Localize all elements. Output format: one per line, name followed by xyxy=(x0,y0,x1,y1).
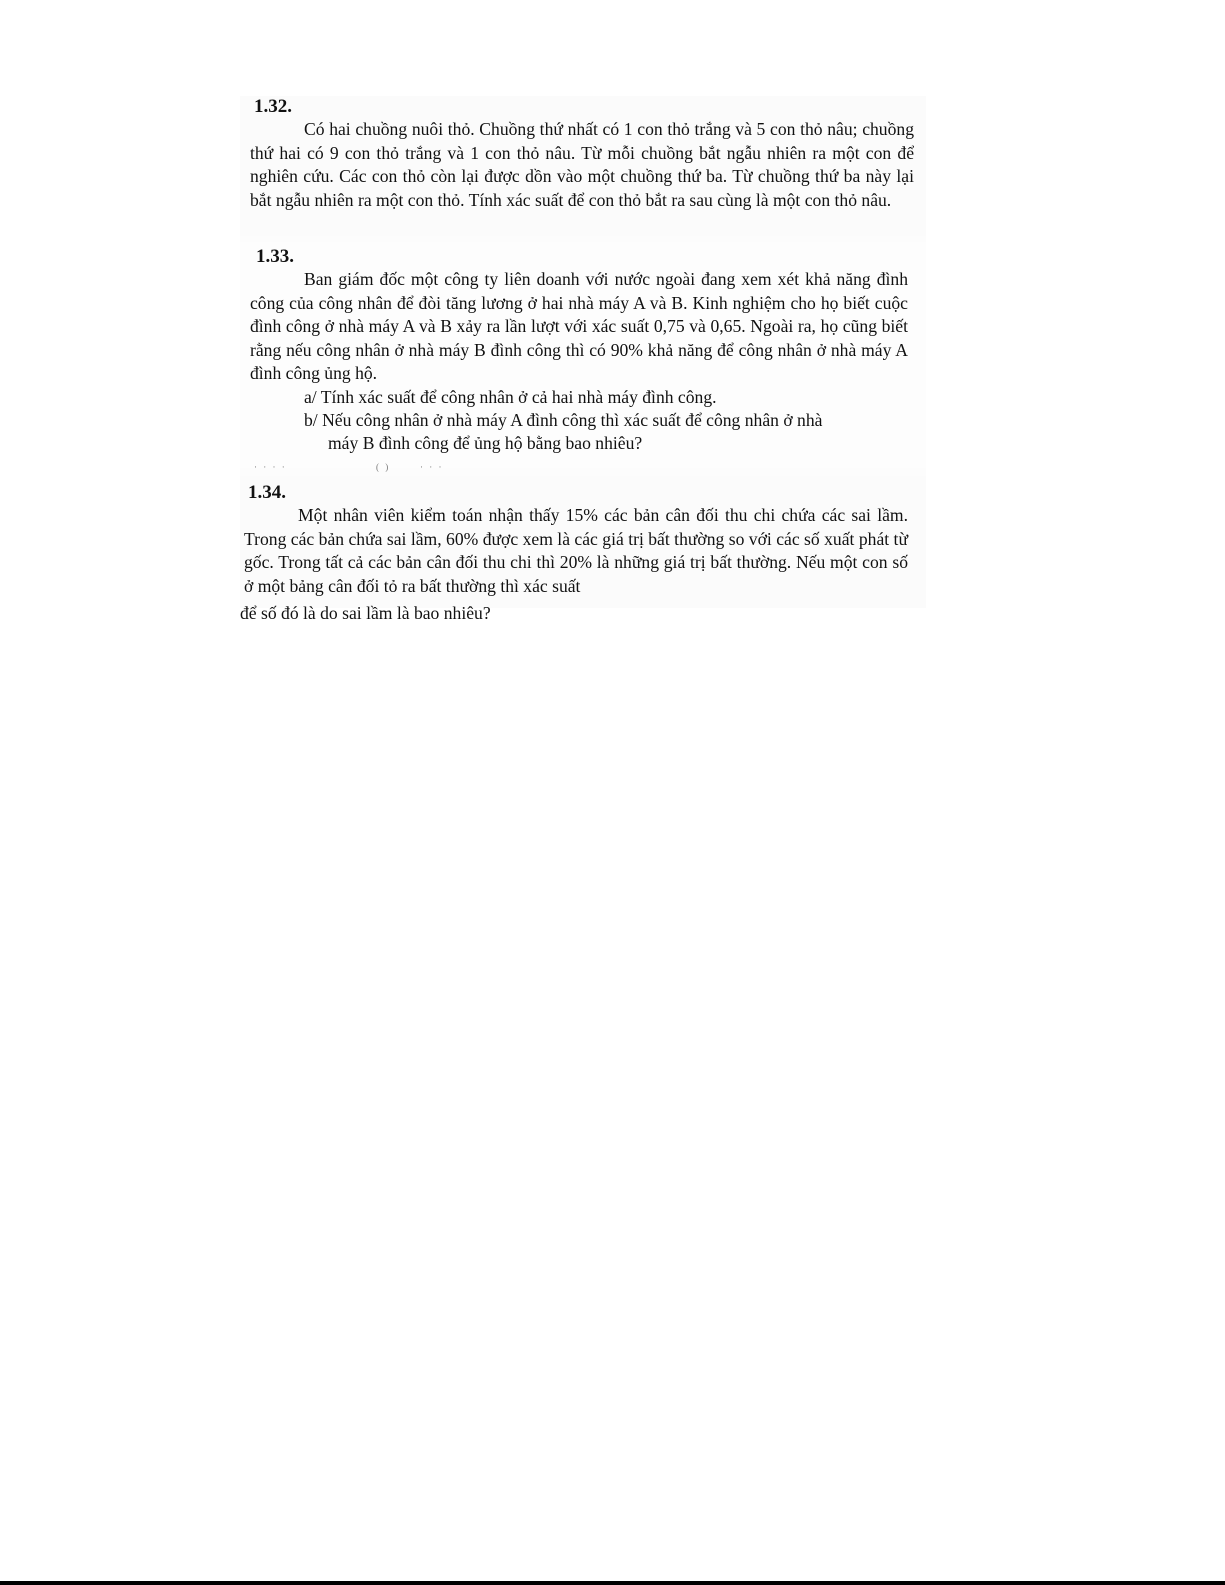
problem-text-content: Có hai chuồng nuôi thỏ. Chuồng thứ nhất có 1 con thỏ trắng và 5 con thỏ nâu; chuồng thứ hai có 9 con thỏ trắng và 1 con thỏ nâu. Từ mỗi chuồng bắt ngẫu nhiên ra một con để nghiên cứu. Các con thỏ còn lại được dồn vào một chuồng thứ ba. Từ chuồng thứ ba này lại bắt ngẫu nhiên ra một con thỏ. Tính xác suất để con thỏ bắt ra sau cùng là một con thỏ nâu. xyxy=(250,119,914,210)
problem-text xyxy=(244,504,908,598)
scan-artifact: · · · · ( ) · · · xyxy=(254,462,444,472)
sub-question-a: a/ Tính xác suất để công nhân ở cả hai nhà máy đình công. xyxy=(304,387,717,407)
cut-off-line xyxy=(240,602,926,623)
page-bottom-border xyxy=(0,1581,1225,1585)
problem-number: 1.33. xyxy=(256,246,294,267)
problem-number: 1.34. xyxy=(248,482,286,503)
problem-text xyxy=(250,268,908,386)
cut-off-text: để số đó là do sai lầm là bao nhiêu? xyxy=(240,603,491,623)
scanned-page-excerpt xyxy=(240,96,926,623)
problem-block xyxy=(240,242,926,472)
sub-question-b-continued: máy B đình công để ủng hộ bằng bao nhiêu? xyxy=(328,433,643,453)
problem-text-content: Ban giám đốc một công ty liên doanh với nước ngoài đang xem xét khả năng đình công của công nhân để đòi tăng lương ở hai nhà máy A và B. Kinh nghiệm cho họ biết cuộc đình công ở nhà máy A và B xảy ra lần lượt với xác suất 0,75 và 0,65. Ngoài ra, họ cũng biết rằng nếu công nhân ở nhà máy B đình công thì có 90% khả năng để công nhân ở nhà máy A đình công ủng hộ. xyxy=(250,269,908,383)
problem-text xyxy=(250,118,914,212)
sub-question-b: b/ Nếu công nhân ở nhà máy A đình công thì xác suất để công nhân ở nhà xyxy=(304,410,823,430)
problem-block xyxy=(240,476,926,608)
problem-block xyxy=(240,96,926,236)
problem-number: 1.32. xyxy=(254,96,292,117)
problem-text-content: Một nhân viên kiểm toán nhận thấy 15% các bản cân đối thu chi chứa các sai lầm. Trong các bản chứa sai lầm, 60% được xem là các giá trị bất thường so với các số xuất phát từ gốc. Trong tất cả các bản cân đối thu chi thì 20% là những giá trị bất thường. Nếu một con số ở một bảng cân đối tỏ ra bất thường thì xác suất xyxy=(244,505,908,596)
